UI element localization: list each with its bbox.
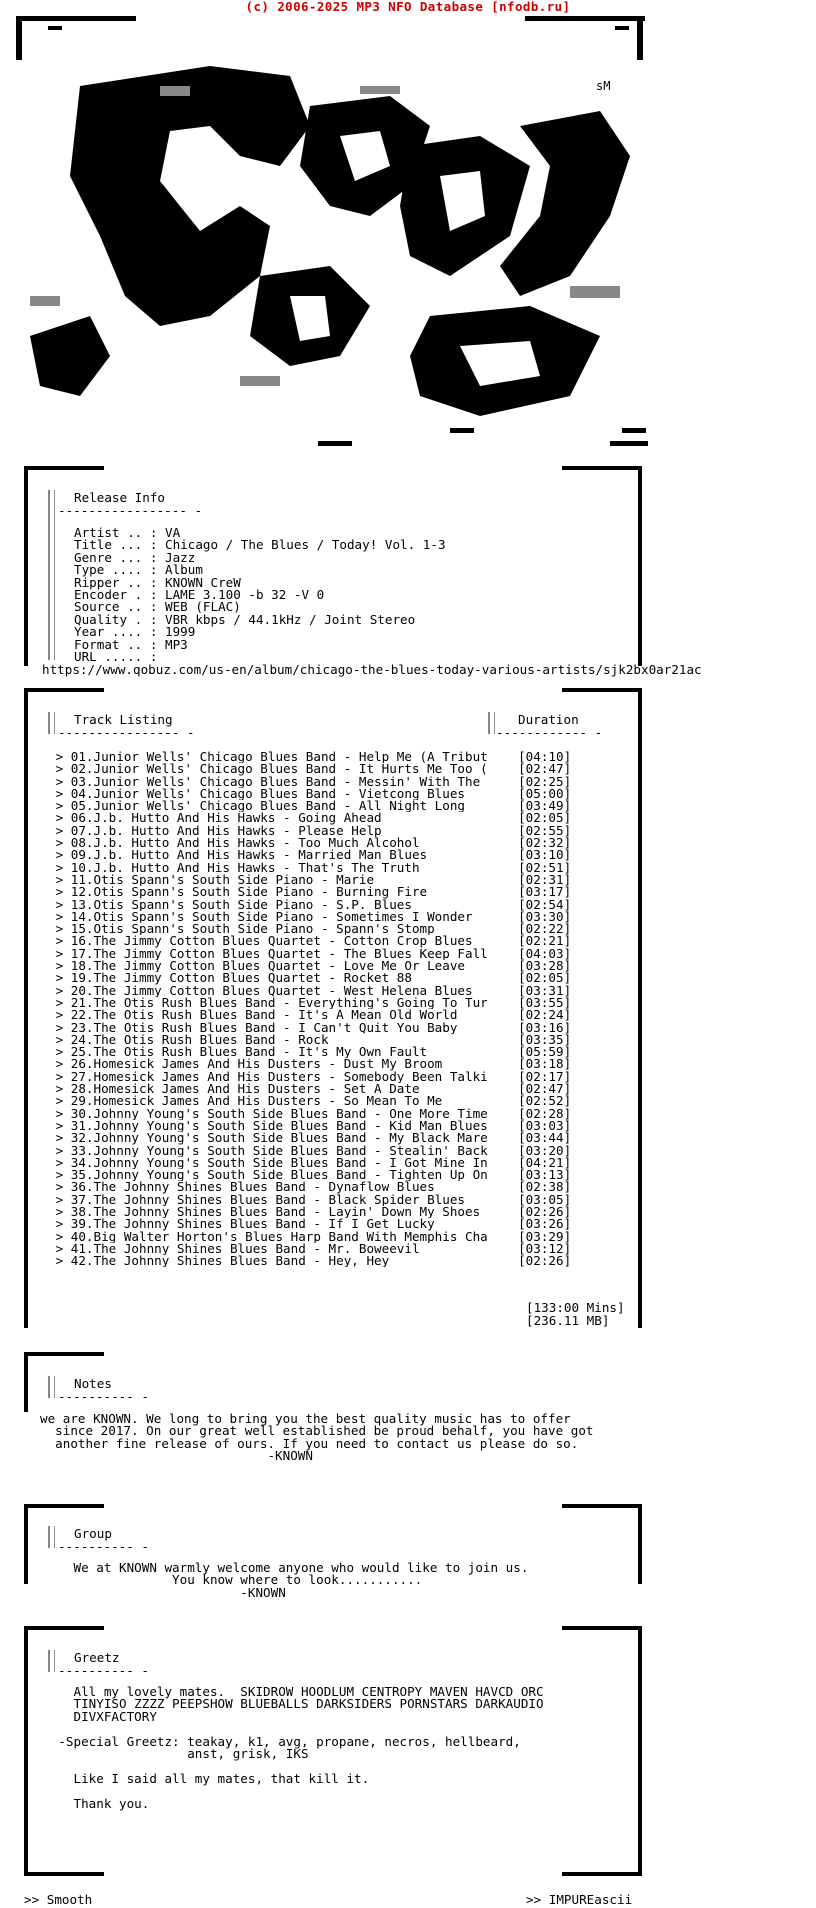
- release-field-label: Ripper .. :: [74, 574, 158, 590]
- greetz-title: Greetz: [74, 1650, 120, 1665]
- track-row: > 15.Otis Spann's South Side Piano - Spann's Stomp [02:22]: [48, 923, 572, 936]
- track-row: > 10.J.b. Hutto And His Hawks - That's The Truth [02:51]: [48, 861, 572, 874]
- group-line: We at KNOWN warmly welcome anyone who would like to join us.: [28, 1560, 529, 1575]
- track-row: > 27.Homesick James And His Dusters - Somebody Been Talki [02:17]: [48, 1070, 572, 1084]
- greetz-text: [28, 1686, 544, 1810]
- track-row: > 05.Junior Wells' Chicago Blues Band - All Night Long [03:49]: [48, 800, 572, 813]
- notes-line: -KNOWN: [40, 1448, 313, 1464]
- release-field-label: Quality . :: [74, 611, 158, 627]
- greetz-line: TINYISO ZZZZ PEEPSHOW BLUEBALLS DARKSIDERS PORNSTARS DARKAUDIO: [28, 1696, 544, 1712]
- notes-line: since 2017. On our great well established be proud behalf, you have got: [40, 1423, 594, 1439]
- total-size: [236.11 MB]: [526, 1313, 610, 1328]
- release-field-label: Year .... :: [74, 624, 158, 640]
- release-field-label: Source .. :: [74, 599, 158, 615]
- group-line: You know where to look...........: [28, 1572, 423, 1588]
- notes-text: [40, 1413, 594, 1463]
- track-row: > 33.Johnny Young's South Side Blues Band - Stealin' Back [03:20]: [48, 1144, 572, 1157]
- release-info-title: Release Info: [74, 490, 165, 505]
- track-row: > 29.Homesick James And His Dusters - So Mean To Me [02:52]: [48, 1095, 572, 1108]
- track-row: > 42.The Johnny Shines Blues Band - Hey, Hey [02:26]: [48, 1255, 572, 1268]
- greetz-line: Like I said all my mates, that kill it.: [28, 1770, 370, 1786]
- release-field-label: Format .. :: [74, 636, 158, 652]
- track-row: > 01.Junior Wells' Chicago Blues Band - Help Me (A Tribut [04:10]: [48, 751, 572, 764]
- release-field-value: VA: [157, 525, 181, 540]
- track-row: > 03.Junior Wells' Chicago Blues Band - Messin' With The [02:25]: [48, 775, 572, 788]
- track-row: > 36.The Johnny Shines Blues Band - Dynaflow Blues [02:38]: [48, 1181, 572, 1194]
- track-row: > 41.The Johnny Shines Blues Band - Mr. Boweevil [03:12]: [48, 1242, 572, 1256]
- track-row: > 24.The Otis Rush Blues Band - Rock [03:35]: [48, 1033, 572, 1047]
- track-list: [48, 751, 638, 1267]
- notes-title: Notes: [74, 1376, 112, 1391]
- track-row: > 34.Johnny Young's South Side Blues Band - I Got Mine In [04:21]: [48, 1156, 572, 1170]
- track-row: > 39.The Johnny Shines Blues Band - If I Get Lucky [03:26]: [48, 1218, 572, 1231]
- release-field-value: 1999: [157, 624, 196, 640]
- track-row: > 31.Johnny Young's South Side Blues Band - Kid Man Blues [03:03]: [48, 1119, 572, 1133]
- track-row: > 16.The Jimmy Cotton Blues Quartet - Cotton Crop Blues [02:21]: [48, 935, 572, 948]
- track-row: > 09.J.b. Hutto And His Hawks - Married Man Blues [03:10]: [48, 849, 572, 862]
- logo-signature: sM: [596, 79, 611, 93]
- release-field-label: Encoder . :: [74, 587, 158, 603]
- track-row: > 14.Otis Spann's South Side Piano - Sometimes I Wonder [03:30]: [48, 910, 572, 924]
- notes-line: another fine release of ours. If you need to contact us please do so.: [40, 1435, 579, 1451]
- total-time: [133:00 Mins]: [526, 1300, 625, 1315]
- group-text: [28, 1562, 528, 1599]
- release-field-label: Artist .. :: [74, 525, 158, 540]
- release-field-value: LAME 3.100 -b 32 -V 0: [157, 587, 325, 603]
- track-row: > 37.The Johnny Shines Blues Band - Black Spider Blues [03:05]: [48, 1193, 572, 1206]
- footer-right: >> IMPUREascii: [526, 1892, 633, 1907]
- track-row: > 40.Big Walter Horton's Blues Harp Band With Memphis Cha [03:29]: [48, 1230, 572, 1243]
- greetz-line: Thank you.: [28, 1795, 150, 1811]
- release-field-label: Type .... :: [74, 562, 158, 578]
- copyright-banner: (c) 2006-2025 MP3 NFO Database [nfodb.ru]: [245, 0, 571, 14]
- track-row: > 02.Junior Wells' Chicago Blues Band - It Hurts Me Too ( [02:47]: [48, 763, 572, 776]
- release-field-value: Album: [157, 562, 203, 578]
- track-row: > 38.The Johnny Shines Blues Band - Layin' Down My Shoes [02:26]: [48, 1205, 572, 1219]
- release-field-value: Chicago / The Blues / Today! Vol. 1-3: [157, 537, 446, 553]
- track-listing-title: Track Listing: [74, 712, 173, 727]
- group-title: Group: [74, 1526, 112, 1541]
- track-row: > 13.Otis Spann's South Side Piano - S.P. Blues [02:54]: [48, 898, 572, 911]
- duration-title: Duration: [518, 712, 579, 727]
- release-field-label: URL ..... :: [74, 649, 158, 665]
- notes-line: we are KNOWN. We long to bring you the best quality music has to offer: [40, 1411, 571, 1426]
- track-row: > 08.J.b. Hutto And His Hawks - Too Much Alcohol [02:32]: [48, 837, 572, 850]
- track-row: > 30.Johnny Young's South Side Blues Band - One More Time [02:28]: [48, 1107, 572, 1120]
- greetz-line: All my lovely mates. SKIDROW HOODLUM CENTROPY MAVEN HAVCD ORC: [28, 1684, 544, 1699]
- track-row: > 04.Junior Wells' Chicago Blues Band - Vietcong Blues [05:00]: [48, 787, 572, 801]
- track-row: > 28.Homesick James And His Dusters - Set A Date [02:47]: [48, 1083, 572, 1096]
- release-field-value: WEB (FLAC): [157, 599, 241, 615]
- release-field-label: Title ... :: [74, 537, 158, 553]
- track-row: > 12.Otis Spann's South Side Piano - Burning Fire [03:17]: [48, 886, 572, 899]
- track-row: > 19.The Jimmy Cotton Blues Quartet - Rocket 88 [02:05]: [48, 972, 572, 985]
- release-field-value: MP3: [157, 636, 188, 652]
- greetz-line: anst, grisk, IKS: [28, 1746, 309, 1762]
- track-row: > 32.Johnny Young's South Side Blues Band - My Black Mare [03:44]: [48, 1132, 572, 1145]
- track-row: > 07.J.b. Hutto And His Hawks - Please Help [02:55]: [48, 824, 572, 838]
- track-row: > 25.The Otis Rush Blues Band - It's My Own Fault [05:59]: [48, 1046, 572, 1059]
- greetz-line: DIVXFACTORY: [28, 1708, 157, 1724]
- release-field-value: Jazz: [157, 549, 196, 565]
- release-fields: [74, 527, 446, 663]
- track-row: > 22.The Otis Rush Blues Band - It's A Mean Old World [02:24]: [48, 1009, 572, 1022]
- greetz-line: -Special Greetz: teakay, k1, avg, propane, necros, hellbeard,: [28, 1733, 521, 1749]
- track-row: > 11.Otis Spann's South Side Piano - Marie [02:31]: [48, 873, 572, 887]
- footer-left: >> Smooth: [24, 1892, 93, 1907]
- track-row: > 35.Johnny Young's South Side Blues Band - Tighten Up On [03:13]: [48, 1169, 572, 1182]
- track-row: > 23.The Otis Rush Blues Band - I Can't Quit You Baby [03:16]: [48, 1021, 572, 1034]
- group-line: -KNOWN: [28, 1584, 286, 1600]
- track-row: > 06.J.b. Hutto And His Hawks - Going Ahead [02:05]: [48, 812, 572, 825]
- track-row: > 26.Homesick James And His Dusters - Dust My Broom [03:18]: [48, 1058, 572, 1071]
- release-field-label: Genre ... :: [74, 549, 158, 565]
- track-row: > 21.The Otis Rush Blues Band - Everything's Going To Tur [03:55]: [48, 996, 572, 1010]
- release-field-value: VBR kbps / 44.1kHz / Joint Stereo: [157, 611, 416, 627]
- track-row: > 17.The Jimmy Cotton Blues Quartet - The Blues Keep Fall [04:03]: [48, 947, 572, 961]
- track-row: > 18.The Jimmy Cotton Blues Quartet - Love Me Or Leave [03:28]: [48, 960, 572, 973]
- track-row: > 20.The Jimmy Cotton Blues Quartet - West Helena Blues [03:31]: [48, 984, 572, 997]
- release-field-value: KNOWN CreW: [157, 574, 241, 590]
- release-url[interactable]: https://www.qobuz.com/us-en/album/chicago-the-blues-today-various-artists/sjk2bx0ar21ac: [42, 662, 702, 677]
- known-logo-art: [10, 16, 650, 456]
